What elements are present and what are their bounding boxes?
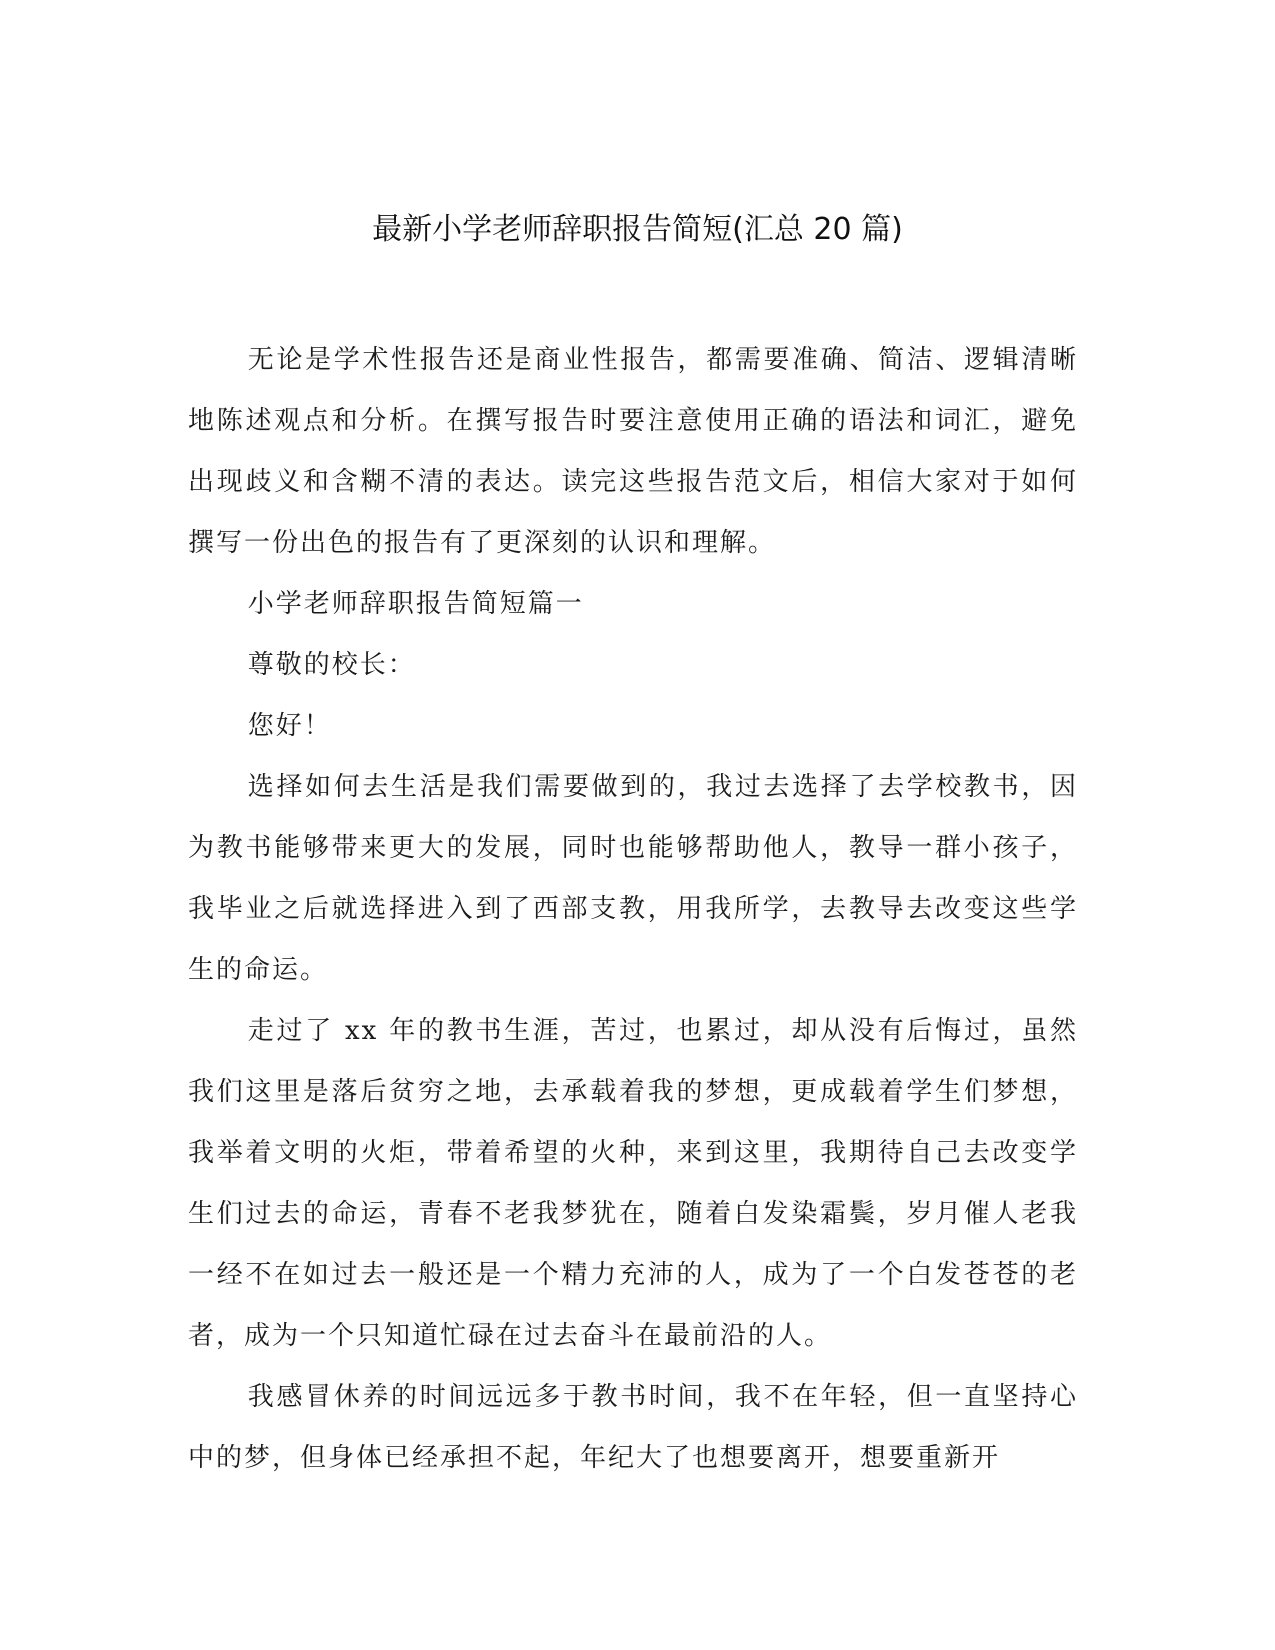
intro-paragraph: 无论是学术性报告还是商业性报告，都需要准确、简洁、逻辑清晰地陈述观点和分析。在撰写报告时要注意使用正确的语法和词汇，避免出现歧义和含糊不清的表达。读完这些报告范文后，相信大家对于如何撰写一份出色的报告有了更深刻的认识和理解。	[188, 345, 1078, 558]
salutation: 尊敬的校长：	[247, 650, 416, 680]
body-paragraph: 我感冒休养的时间远远多于教书时间，我不在年轻，但一直坚持心中的梦，但身体已经承担不起，年纪大了也想要离开，想要重新开	[188, 1382, 1078, 1473]
body-paragraph: 选择如何去生活是我们需要做到的，我过去选择了去学校教书，因为教书能够带来更大的发展，同时也能够帮助他人，教导一群小孩子，我毕业之后就选择进入到了西部支教，用我所学，去教导去改变这些学生的命运。	[188, 772, 1078, 985]
section-heading: 小学老师辞职报告简短篇一	[247, 589, 584, 619]
document-body	[188, 330, 1078, 1489]
body-paragraph: 走过了 xx 年的教书生涯，苦过，也累过，却从没有后悔过，虽然我们这里是落后贫穷之地，去承载着我的梦想，更成载着学生们梦想，我举着文明的火炬，带着希望的火种，来到这里，我期待自己去改变学生们过去的命运，青春不老我梦犹在，随着白发染霜鬓，岁月催人老我一经不在如过去一般还是一个精力充沛的人，成为了一个白发苍苍的老者，成为一个只知道忙碌在过去奋斗在最前沿的人。	[188, 1016, 1078, 1351]
greeting: 您好！	[247, 711, 332, 741]
document-title: 最新小学老师辞职报告简短(汇总 20 篇)	[372, 212, 903, 247]
